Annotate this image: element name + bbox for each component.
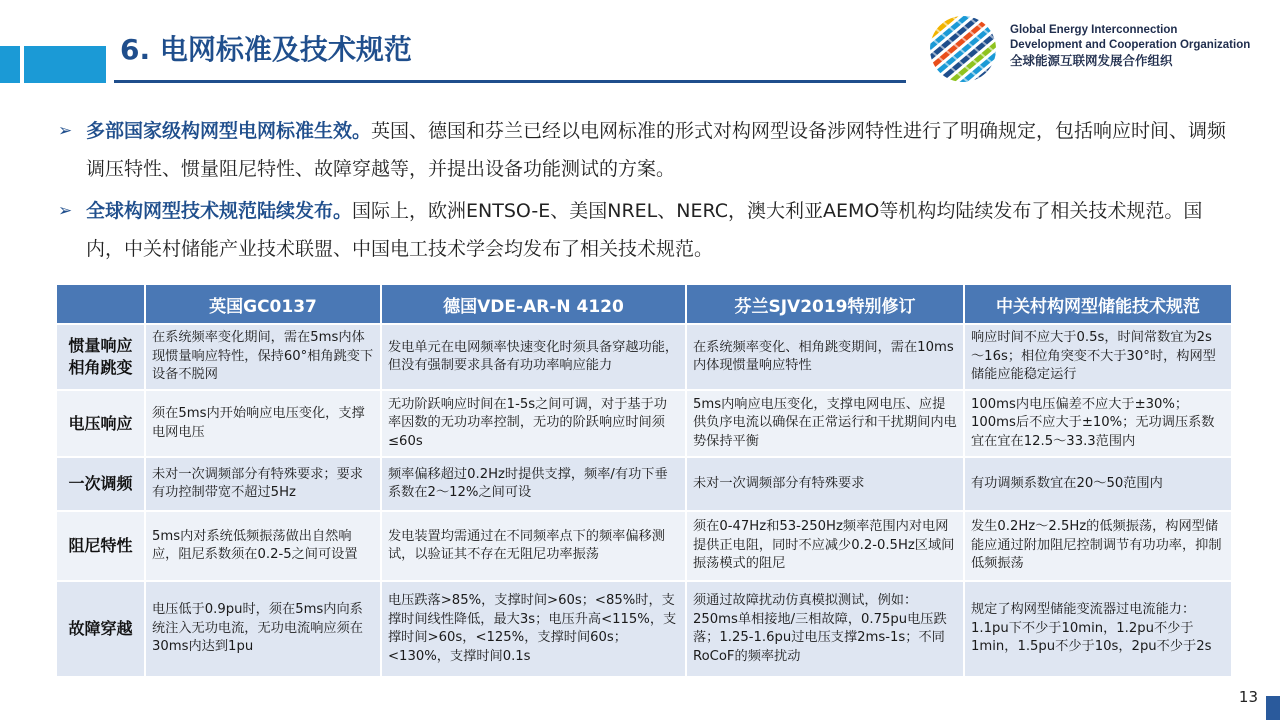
table-cell: 发电装置均需通过在不同频率点下的频率偏移测试，以验证其不存在无阻尼功率振荡 <box>381 511 686 581</box>
table-cell: 未对一次调频部分有特殊要求；要求有功控制带宽不超过5Hz <box>145 457 381 511</box>
bullet-highlight: 多部国家级构网型电网标准生效。 <box>86 120 372 142</box>
table-cell: 频率偏移超过0.2Hz时提供支撑，频率/有功下垂系数在2～12%之间可设 <box>381 457 686 511</box>
bullet-list <box>58 112 1238 272</box>
table-row <box>56 511 1232 581</box>
table-cell: 发电单元在电网频率快速变化时须具备穿越功能，但没有强制要求具备有功功率响应能力 <box>381 324 686 390</box>
org-name-en-line1: Global Energy Interconnection <box>1010 24 1178 36</box>
table-cell: 发生0.2Hz～2.5Hz的低频振荡，构网型储能应通过附加阻尼控制调节有功功率，抑制低频振荡 <box>964 511 1232 581</box>
row-header-voltage: 电压响应 <box>56 390 145 457</box>
table-cell: 100ms内电压偏差不应大于±30%；100ms后不应大于±10%；无功调压系数宜在宜在12.5～33.3范围内 <box>964 390 1232 457</box>
table-row <box>56 390 1232 457</box>
org-name-en-line2: Development and Cooperation Organization <box>1010 39 1251 51</box>
title-accent-bar <box>24 46 106 83</box>
table-cell: 电压低于0.9pu时，须在5ms内向系统注入无功电流，无功电流响应须在30ms内达到1pu <box>145 581 381 677</box>
org-name-zh: 全球能源互联网发展合作组织 <box>1010 54 1173 68</box>
table-cell: 电压跌落>85%，支撑时间>60s；<85%时，支撑时间线性降低，最大3s；电压升高<115%，支撑时间>60s，<125%，支撑时间60s；<130%，支撑时间0.1s <box>381 581 686 677</box>
table-cell: 须通过故障扰动仿真模拟测试，例如：250ms单相接地/三相故障，0.75pu电压跌落；1.25-1.6pu过电压支撑2ms-1s；不同RoCoF的频率扰动 <box>686 581 964 677</box>
table-cell: 5ms内对系统低频振荡做出自然响应，阻尼系数须在0.2-5之间可设置 <box>145 511 381 581</box>
arrow-bullet-icon: ➢ <box>58 121 73 141</box>
title-accent-bar-left <box>0 46 20 83</box>
header-uk-gc0137: 英国GC0137 <box>145 284 381 324</box>
table-cell: 5ms内响应电压变化，支撑电网电压、应提供负序电流以确保在正常运行和干扰期间内电势保持平衡 <box>686 390 964 457</box>
row-header-fault-ride-through: 故障穿越 <box>56 581 145 677</box>
title-underline <box>114 80 906 83</box>
bullet-item <box>58 192 1238 268</box>
table-cell: 在系统频率变化期间，需在5ms内体现惯量响应特性，保持60°相角跳变下设备不脱网 <box>145 324 381 390</box>
table-cell: 响应时间不应大于0.5s，时间常数宜为2s～16s；相位角突变不大于30°时，构网型储能应能稳定运行 <box>964 324 1232 390</box>
table-cell: 须在5ms内开始响应电压变化，支撑电网电压 <box>145 390 381 457</box>
table-row <box>56 457 1232 511</box>
bullet-text: 英国、德国和芬兰已经以电网标准的形式对构网型设备涉网特性进行了明确规定，包括响应时间、调频调压特性、惯量阻尼特性、故障穿越等，并提出设备功能测试的方案。 <box>86 120 1227 180</box>
row-header-inertia <box>56 324 145 390</box>
page-number: 13 <box>1238 688 1258 706</box>
table-cell: 规定了构网型储能变流器过电流能力：1.1pu下不少于10min，1.2pu不少于1min，1.5pu不少于10s，2pu不少于2s <box>964 581 1232 677</box>
table-row <box>56 324 1232 390</box>
corner-accent <box>1266 696 1280 720</box>
row-header-label: 惯量响应 相角跳变 <box>68 336 133 377</box>
header-empty-cell <box>56 284 145 324</box>
bullet-highlight: 全球构网型技术规范陆续发布。 <box>86 200 353 222</box>
table-cell: 在系统频率变化、相角跳变期间，需在10ms内体现惯量响应特性 <box>686 324 964 390</box>
bullet-text: 国际上，欧洲ENTSO-E、美国NREL、NERC，澳大利亚AEMO等机构均陆续发布了相关技术规范。国内，中关村储能产业技术联盟、中国电工技术学会均发布了相关技术规范。 <box>86 200 1203 260</box>
page-title: 6. 电网标准及技术规范 <box>120 33 412 66</box>
table-cell: 须在0-47Hz和53-250Hz频率范围内对电网提供正电阻，同时不应减少0.2-0.5Hz区域间振荡模式的阻尼 <box>686 511 964 581</box>
arrow-bullet-icon: ➢ <box>58 201 73 221</box>
table-header-row <box>56 284 1232 324</box>
table-cell: 未对一次调频部分有特殊要求 <box>686 457 964 511</box>
row-header-frequency: 一次调频 <box>56 457 145 511</box>
table-cell: 有功调频系数宜在20～50范围内 <box>964 457 1232 511</box>
header-finland-sjv: 芬兰SJV2019特别修订 <box>686 284 964 324</box>
bullet-item <box>58 112 1238 188</box>
header-germany-vde: 德国VDE-AR-N 4120 <box>381 284 686 324</box>
standards-comparison-table <box>55 283 1233 678</box>
table-row <box>56 581 1232 677</box>
organization-name <box>1010 23 1250 69</box>
table-cell: 无功阶跃响应时间在1-5s之间可调，对于基于功率因数的无功功率控制，无功的阶跃响应时间须≤60s <box>381 390 686 457</box>
header-zgc-spec: 中关村构网型储能技术规范 <box>964 284 1232 324</box>
geidco-globe-logo-icon <box>928 14 998 84</box>
row-header-damping: 阻尼特性 <box>56 511 145 581</box>
